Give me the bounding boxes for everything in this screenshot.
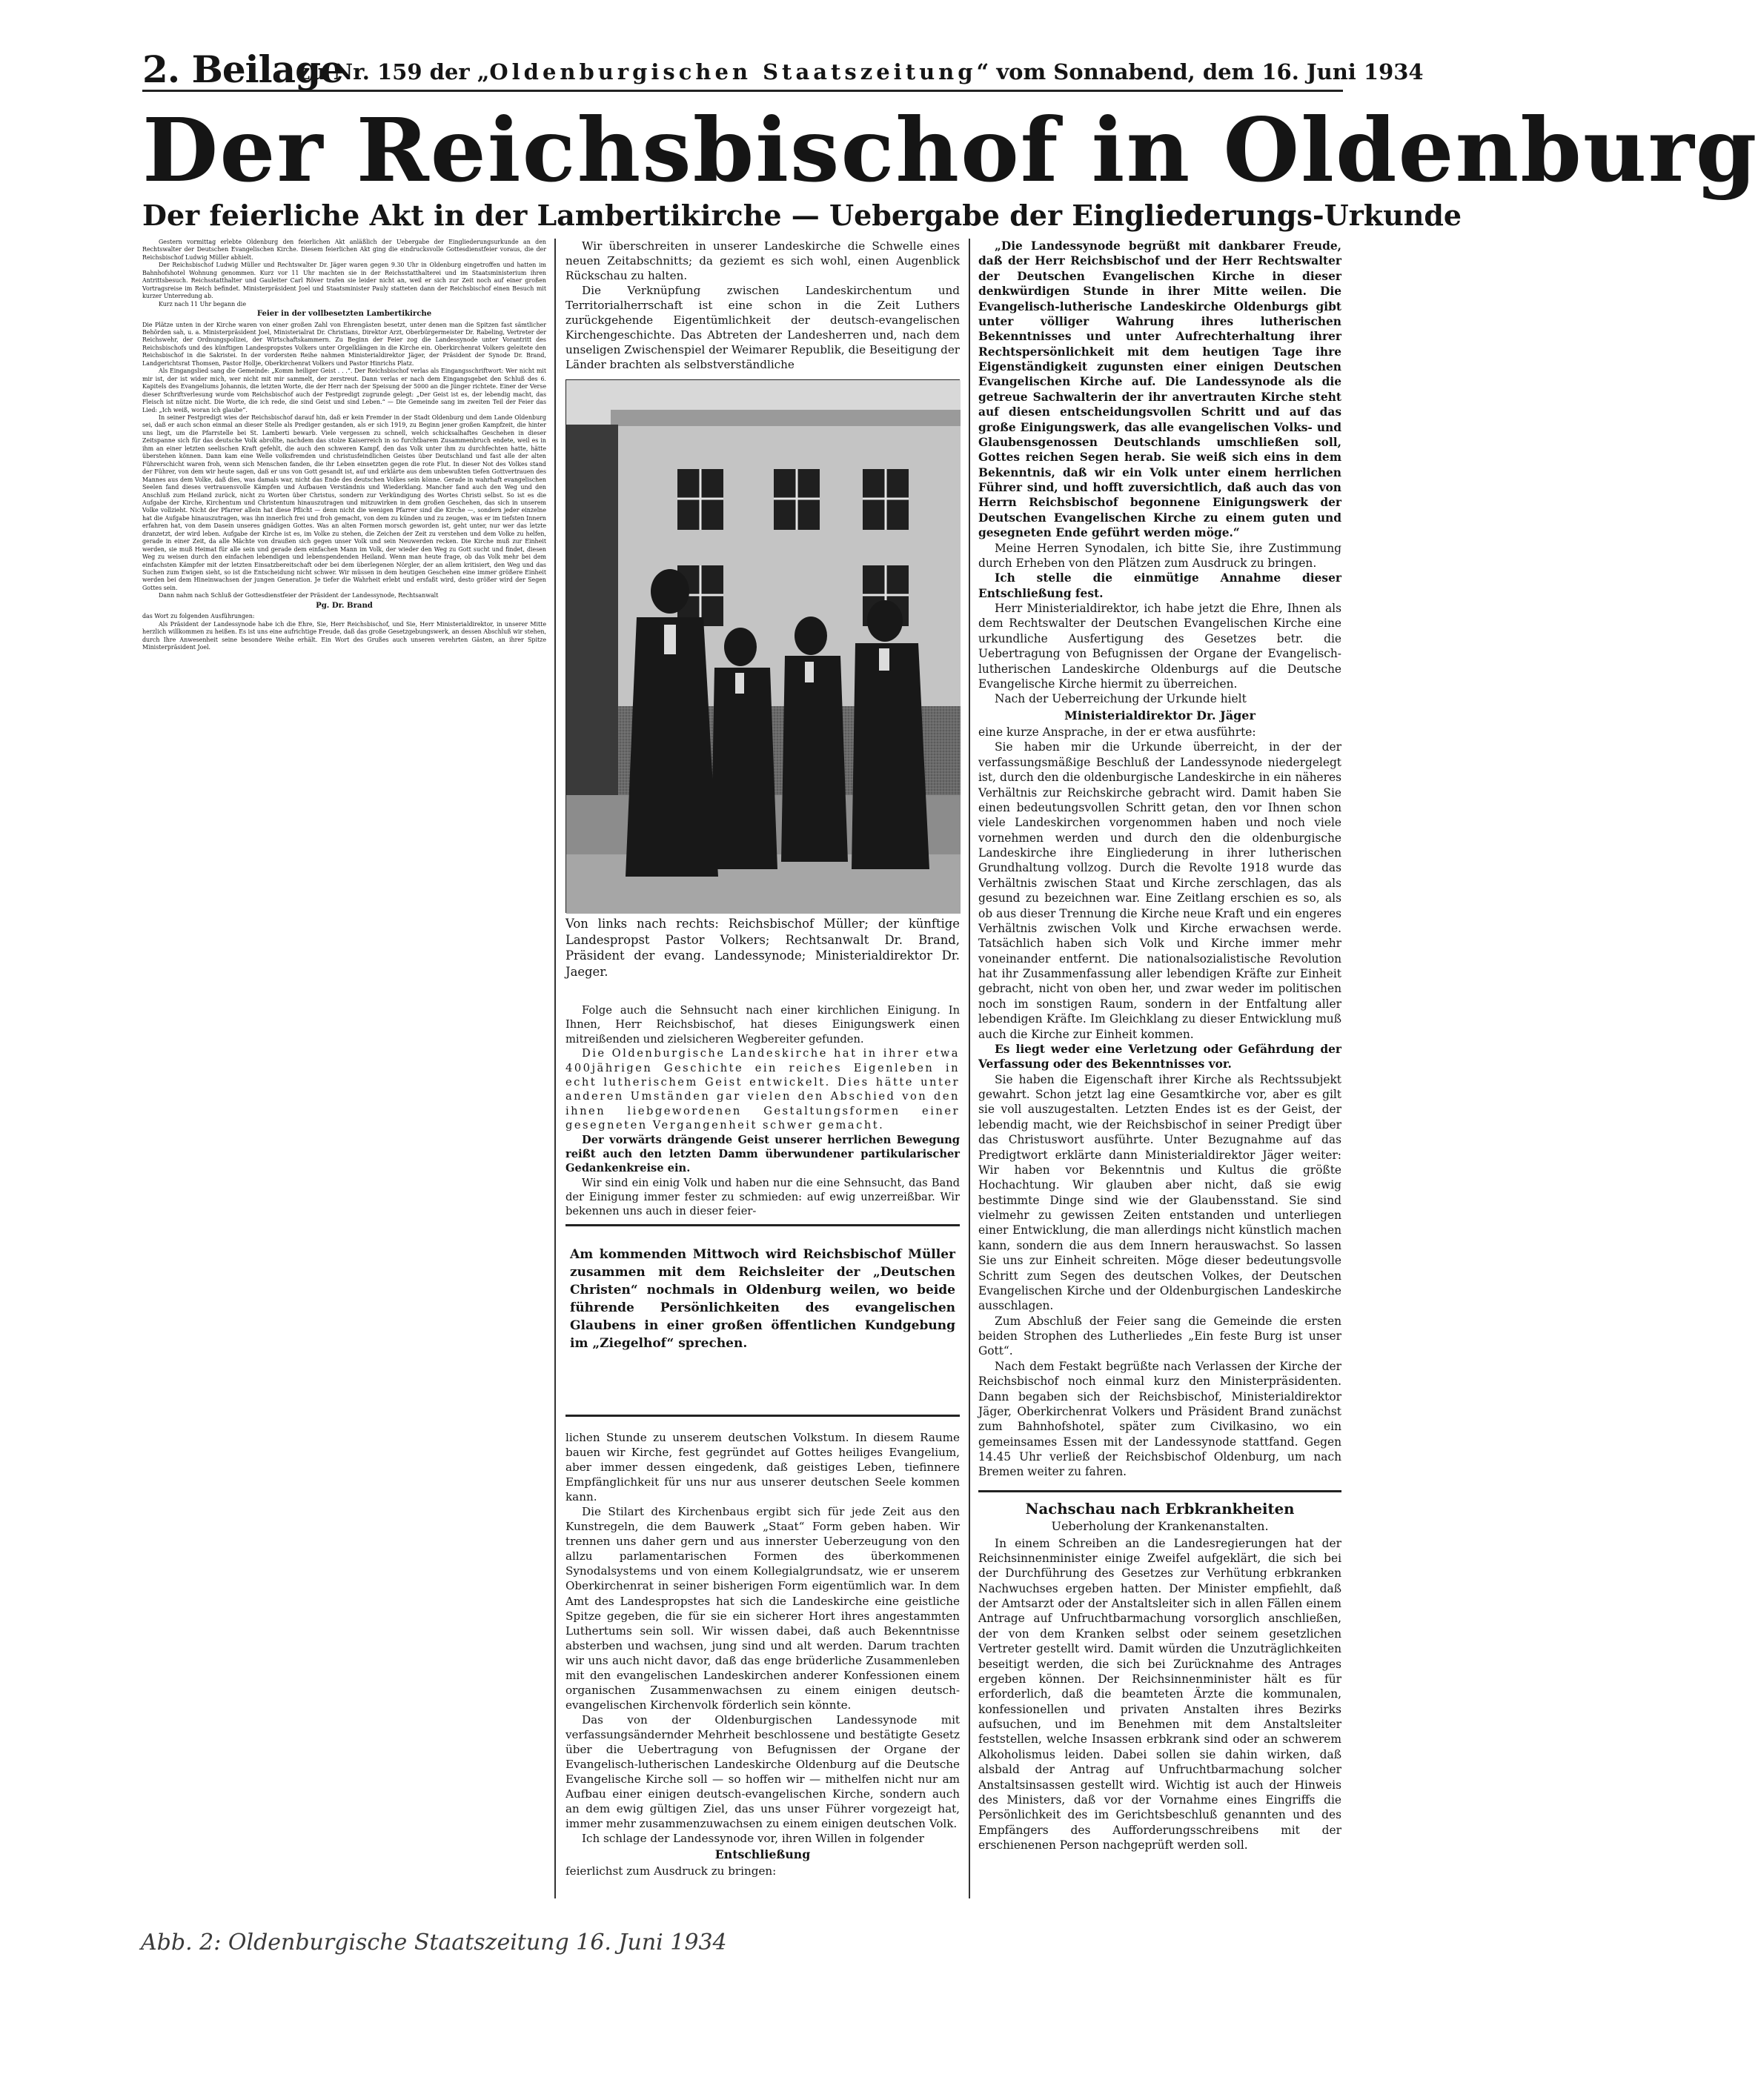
paragraph: Gestern vormittag erlebte Oldenburg den feierlichen Akt anläßlich der Uebergabe der Eingliederungsurkunde an den Rechtswalter der Deutschen Evangelischen Kirche. Diesem feierlichen Akt ging die eindrucksvolle Gottesdienstfeier voraus, die der Reichsbischof Ludwig Müller abhielt. [142, 239, 546, 261]
supplement-number: 2. Beilage [142, 47, 343, 91]
article-heading: Nachschau nach Erbkrankheiten [1025, 1499, 1295, 1518]
newspaper-name: Oldenburgischen Staatszeitung [489, 59, 977, 84]
section-heading: Feier in der vollbesetzten Lambertikirche [256, 310, 432, 319]
paragraph: das Wort zu folgenden Ausführungen: [142, 613, 255, 620]
article-column-2-middle [565, 1003, 960, 1219]
figure-caption: Abb. 2: Oldenburgische Staatszeitung 16. Juni 1934 [141, 1930, 727, 1956]
paragraph: Folge auch die Sehnsucht nach einer kirchlichen Einigung. In Ihnen, Herr Reichsbischof, hat dieses Einigungswerk einen mitreißenden und zielsicheren Wegbereiter gefunden. [565, 1004, 960, 1046]
paragraph: Die Plätze unten in der Kirche waren von einer großen Zahl von Ehrengästen besetzt, unter denen man die Spitzen fast sämtlicher Behörden sah, u. a. Ministerpräsident Joel, Ministerialrat Dr. Christians, Direktor Arzt, Oberbürgermeister Dr. Rabeling, Vertreter der Reichswehr, der Ordnungspolizei, der Wirtschaftskammern. Zu Beginn der Feier zog die Landessynode unter Vorantritt des Reichsbischofs und des künftigen Landespropstes Volkers unter Orgelklängen in die Kirche ein. Oberkirchenrat Volkers geleitete den Reichsbischof in die Sakristei. In der vordersten Reihe nahmen Ministerialdirektor Jäger, der Präsident der Synode Dr. Brand, Landgerichtsrat Thomsen, Pastor Hollje, Oberkirchenrat Volkers und Pastor Hinrichs Platz. [142, 321, 546, 367]
paragraph: Es liegt weder eine Verletzung oder Gefährdung der Verfassung oder des Bekenntnisses vor. [978, 1042, 1341, 1071]
headline: Der Reichsbischof in Oldenburg [142, 99, 1758, 202]
paragraph: Zum Abschluß der Feier sang die Gemeinde die ersten beiden Strophen des Lutherliedes „Ein feste Burg ist unser Gott“. [978, 1314, 1341, 1358]
paragraph: Als Präsident der Landessynode habe ich die Ehre, Sie, Herr Reichsbischof, und Sie, Herr Ministerialdirektor, in unserer Mitte herzlich willkommen zu heißen. Es ist uns eine aufrichtige Freude, daß das große Gesetzgebungswerk, an dessen Abschluß wir stehen, durch Ihre Anwesenheit seine besondere Weihe erhält. Ein Wort des Grußes auch unseren verehrten Gästen, an ihrer Spitze Ministerpräsident Joel. [142, 620, 546, 651]
paragraph: Sie haben mir die Urkunde überreicht, in der der verfassungsmäßige Beschluß der Landessynode niedergelegt ist, durch den die oldenburgische Landeskirche in ein näheres Verhältnis zur Reichskirche gebracht wird. Damit haben Sie einen bedeutungsvollen Schritt getan, den vor Ihnen schon viele Landeskirchen vorgenommen haben und noch viele vornehmen werden und durch den die oldenburgische Landeskirche ihre Eingliederung in ihrer lutherischen Grundhaltung vollzog. Durch die Revolte 1918 wurde das Verhältnis zwischen Staat und Kirche zerschlagen, das als gesund zu bezeichnen war. Eine Zeitlang erschien es so, als ob aus dieser Trennung die Kirche neue Kraft und ein engeres Verhältnis zwischen Volk und Kirche erwachsen werde. Tatsächlich haben sich Volk und Kirche immer mehr voneinander entfernt. Die nationalsozialistische Revolution hat ihr Zusammenfassung aller lebendigen Kräfte zur Einheit gebracht, nicht von oben her, und zwar weder im politischen noch im sonstigen Raum, sondern in der Entfaltung aller lebendigen Kräfte. Im Gleichklang zu dieser Entwicklung muß auch die Kirche zur Einheit kommen. [978, 740, 1341, 1041]
paragraph: In seiner Festpredigt wies der Reichsbischof darauf hin, daß er kein Fremder in der Stadt Oldenburg und dem Lande Oldenburg sei, daß er auch schon einmal an dieser Stelle als Prediger gestanden, als er sich 1919, zu Beginn jener großen Kampfzeit, die hinter uns liegt, um die Pfarrstelle bei St. Lamberti bewarb. Viele vergessen zu schnell, welch schicksalhaftes Geschehen in dieser Zeitspanne sich für das deutsche Volk abrollte, nachdem das stolze Kaiserreich in so furchtbarem Zusammenbruch endete, weil es in ihm an einer letzten seelischen Kraft gefehlt, die auch den schweren Kampf, den das Volk unter ihm zu durchfechten hatte, hätte überstehen können. Dann kam eine Welle volksfremden und christusfeindlichen Geistes über Deutschland und fast alle der alten Führerschicht waren froh, wenn sich Menschen fanden, die ihr Leben einsetzten gegen die rote Flut. In dieser Not des Volkes stand der Führer, von dem wir heute sagen, daß er uns von Gott gesandt ist, auf und erklärte aus dem unbewußten tiefen Gottvertrauen des Mannes aus dem Volke, daß dies, was damals war, nicht das Ende des deutschen Volkes sein könne. Gerade in wahrhaft evangelischen Seelen fand dieses vertrauensvolle Kämpfen und Aufbauen Verständnis und Wiederklang. Mancher fand auch den Weg und den Anschluß zum Heiland zurück, nicht zu Worten über Christus, sondern zur Verkündigung des Wortes Christi selbst. So ist es die Aufgabe der Kirche, Kirchentum und Christentum hinauszutragen und mitzuwirken in dem großen Geschehen, das sich in unserem Volke vollzieht. Nicht der Pfarrer allein hat diese Pflicht — denn nicht die wenigen Pfarrer sind die Kirche —, sondern jeder einzelne hat die Aufgabe hinauszutragen, was ihn innerlich frei und froh gemacht, von dem zu künden und zu zeugen, was er im tiefsten Innern erfahren hat, von dem Dasein unseres gnädigen Gottes. Was an alten Formen morsch geworden ist, geht unter, nur wer das letzte dranzetzt, der wird leben. Aufgabe der Kirche ist es, im Volke zu stehen, die Zeichen der Zeit zu verstehen und dem Volke zu helfen, gerade in einer Zeit, da alle Mächte von draußen sich gegen unser Volk und sein Neuwerden recken. Die Kirche muß zur Einheit werden, sie muß Heimat für alle sein und gerade dem einfachen Mann im Volk, der wieder den Weg zu Gott sucht und findet, diesen Weg zu weisen durch den einfachen lebendigen und lebenspendenden Heiland. Wenn man heute frage, ob das Volk mehr bei dem einfachsten Kämpfer mit der letzten Einsatzbereitschaft oder bei dem überlegenen Nörgler, der an allem kritisiert, den Weg und das Suchen zum Ewigen sieht, so ist die Entscheidung nicht schwer. Wir müssen in dem heutigen Geschehen eine immer größere Einheit werden bei dem Hineinwachsen der jungen Generation. Je tiefer die Wahrheit erlebt und ersfaßt wird, desto größer wird der Segen Gottes sein. [142, 413, 546, 591]
article-column-2-top [565, 239, 960, 372]
article-column-1 [142, 239, 546, 1898]
paragraph: Das von der Oldenburgischen Landessynode mit verfassungsändernder Mehrheit beschlossene und bestätigte Gesetz über die Uebertragung von Befugnissen der Organe der Evangelisch-lutherischen Landeskirche Oldenburg auf die Deutsche Evangelische Kirche soll — so hoffen wir — mithelfen nicht nur am Aufbau einer einigen deutsch-evangelischen Kirche, sondern auch an dem ewig gültigen Ziel, das uns unser Führer vorgezeigt hat, immer mehr zusammenzuwachsen zu einem einigen deutschen Volk. [565, 1712, 960, 1831]
group-photograph [565, 379, 960, 913]
photo-caption: Von links nach rechts: Reichsbischof Müller; der künftige Landespropst Pastor Volkers; Rechtsanwalt Dr. Brand, Präsident der evang. Landessynode; Ministerialdirektor Dr. Jaeger. [565, 917, 960, 980]
resolution-heading: Entschließung [714, 1847, 811, 1862]
paragraph: Herr Ministerialdirektor, ich habe jetzt die Ehre, Ihnen als dem Rechtswalter der Deutschen Evangelischen Kirche eine urkundliche Ausfertigung des Gesetzes betr. die Uebertragung von Befugnissen der Organe der Evangelisch-lutherischen Landeskirche Oldenburgs auf die Deutsche Evangelische Kirche hiermit zu überreichen. [978, 602, 1341, 691]
paragraph: feierlichst zum Ausdruck zu bringen: [565, 1864, 777, 1878]
column-rule [969, 239, 970, 1898]
announcement-box: Am kommenden Mittwoch wird Reichsbischof Müller zusammen mit dem Reichsleiter der „Deutschen Christen“ nochmals in Oldenburg weilen, wo beide führende Persönlichkeiten des evangelischen Glaubens in einer großen öffentlichen Kundgebung im „Ziegelhof“ sprechen. [565, 1224, 960, 1417]
speaker-heading: Pg. Dr. Brand [316, 601, 373, 610]
paragraph: Kurz nach 11 Uhr begann die [159, 300, 246, 308]
subheadline: Der feierliche Akt in der Lambertikirche — Uebergabe der Eingliederungs-Urkunde [142, 199, 1462, 232]
article-column-2-bottom [565, 1430, 960, 1878]
paragraph: Die Oldenburgische Landeskirche hat in ihrer etwa 400jährigen Geschichte ein reiches Eigenleben in echt lutherischem Geist entwickelt. Dies hätte unter anderen Umständen gar vielen den Abschied von den ihnen liebgewordenen Gestaltungsformen einer gesegneten Vergangenheit schwer gemacht. [565, 1047, 960, 1132]
supplement-reference [298, 59, 1424, 84]
photograph-image [566, 380, 961, 914]
paragraph: Sie haben die Eigenschaft ihrer Kirche als Rechtssubjekt gewahrt. Schon jetzt lag eine Gesamtkirche vor, aber es gilt sie voll auszugestalten. Letzten Endes ist es der Geist, der lebendig macht, wie der Reichsbischof in seiner Predigt über das Christuswort ausführte. Unter Bezugnahme auf das Predigtwort erklärte dann Ministerialdirektor Jäger weiter: Wir haben vor Bekenntnis und Kultus die größte Hochachtung. Wir glauben aber nicht, daß sie ewig bestimmte Dinge sind wie der Glaubensstand. Sie sind vielmehr zu gewissen Zeiten entstanden und unterliegen einer Entwicklung, die man allerdings nicht künstlich machen kann, sondern die aus dem Innern herauswachst. So lassen Sie uns zur Einheit schreiten. Möge dieser bedeutungsvolle Schritt zum Segen des deutschen Volkes, der Deutschen Evangelischen Kirche und der Oldenburgischen Landeskirche ausschlagen. [978, 1072, 1341, 1313]
paragraph: Wir überschreiten in unserer Landeskirche die Schwelle eines neuen Zeitabschnitts; da geziemt es sich wohl, einen Augenblick Rückschau zu halten. [565, 239, 960, 283]
paragraph: Ich schlage der Landessynode vor, ihren Willen in folgender [582, 1832, 924, 1846]
speaker-heading: Ministerialdirektor Dr. Jäger [1064, 708, 1256, 722]
article-subheading: Ueberholung der Krankenanstalten. [1051, 1519, 1269, 1534]
paragraph: eine kurze Ansprache, in der er etwa ausführte: [978, 725, 1256, 739]
paragraph: Ich stelle die einmütige Annahme dieser Entschließung fest. [978, 571, 1341, 600]
paragraph: Dann nahm nach Schluß der Gottesdienstfeier der Präsident der Landessynode, Rechtsanwalt [159, 592, 439, 599]
paragraph: Als Eingangslied sang die Gemeinde: „Komm heiliger Geist . . .“. Der Reichsbischof verlas als Eingangsschriftwort: Wer nicht mit mir ist, der ist wider mich, wer nicht mit mir sammelt, der zerstreut. Dann verlas er nach dem Eingangsgebet den Schluß des 6. Kapitels des Evangeliums Johannis, die letzten Worte, die der Herr nach der Speisung der 5000 an die Jünger richtete. Einer der Verse dieser Schriftverlesung wurde vom Reichsbischof auch der Festpredigt zugrunde gelegt: „Der Geist ist es, der lebendig macht, das Fleisch ist nütze nicht. Die Worte, die ich rede, die sind Geist und sind Leben.“ — Die Gemeinde sang im zweiten Teil der Feier das Lied: „Ich weiß, woran ich glaube“. [142, 368, 546, 413]
article-column-3 [978, 239, 1341, 1853]
paragraph: Die Verknüpfung zwischen Landeskirchentum und Territorialherrschaft ist eine schon in die Zeit Luthers zurückgehende Eigentümlichkeit der deutsch-evangelischen Kirchengeschichte. Das Abtreten der Landesherren und, nach dem unseligen Zwischenspiel der Weimarer Republik, die Beseitigung der Länder brachten als selbstverständliche [565, 284, 961, 372]
paragraph: Meine Herren Synodalen, ich bitte Sie, ihre Zustimmung durch Erheben von den Plätzen zum Ausdruck zu bringen. [978, 541, 1341, 570]
supplement-line [142, 47, 1424, 92]
paragraph: Nach der Ueberreichung der Urkunde hielt [995, 692, 1247, 706]
paragraph: Wir sind ein einig Volk und haben nur die eine Sehnsucht, das Band der Einigung immer fester zu schmieden: auf ewig unzerreißbar. Wir bekennen uns auch in dieser feier- [565, 1176, 960, 1218]
paragraph: lichen Stunde zu unserem deutschen Volkstum. In diesem Raume bauen wir Kirche, fest gegründet auf Gottes heiliges Evangelium, aber immer dessen eingedenk, daß geistiges Leben, tiefinnere Empfänglichkeit für uns nur aus unserer deutschen Seele kommen kann. [565, 1431, 960, 1504]
paragraph: Nach dem Festakt begrüßte nach Verlassen der Kirche der Reichsbischof noch einmal kurz den Ministerpräsidenten. Dann begaben sich der Reichsbischof, Ministerialdirektor Jäger, Oberkirchenrat Volkers und Präsident Brand zunächst zum Bahnhofshotel, später zum Civilkasino, wo ein gemeinsames Essen mit der Landessynode stattfand. Gegen 14.45 Uhr verließ der Reichsbischof Oldenburg, um nach Bremen weiter zu fahren. [978, 1359, 1341, 1479]
section-divider [978, 1490, 1341, 1492]
paragraph: In einem Schreiben an die Landesregierungen hat der Reichsinnenminister einige Zweifel aufgeklärt, die sich bei der Durchführung des Gesetzes zur Verhütung erbkranken Nachwuchses ergeben hatten. Der Minister empfiehlt, daß der Amtsarzt oder der Anstaltsleiter sich in allen Fällen einem Antrage auf Unfruchtbarmachung vorsorglich anschließen, der von dem Kranken selbst oder seinem gesetzlichen Vertreter gestellt wird. Damit würden die Unzuträglichkeiten beseitigt werden, die sich bei Zurücknahme des Antrages ergeben können. Der Reichsinnenminister hält es für erforderlich, daß die beamteten Ärzte die kommunalen, konfessionellen und privaten Anstalten ihres Bezirks aufsuchen, und im Benehmen mit dem Anstaltsleiter feststellen, welche Insassen erbkrank sind oder an schwerem Alkoholismus leiden. Dabei sollen sie dahin wirken, daß alsbald der Antrag auf Unfruchtbarmachung solcher Anstaltsinsassen gestellt wird. Wichtig ist auch der Hinweis des Ministers, daß vor der Vornahme eines Eingriffs die Persönlichkeit des im Gerichtsbeschluß genannten und des Empfängers des Aufforderungsschreibens mit der erschienenen Person nachgeprüft werden soll. [978, 1536, 1341, 1852]
paragraph: Der Reichsbischof Ludwig Müller und Rechtswalter Dr. Jäger waren gegen 9.30 Uhr in Oldenburg eingetroffen und hatten im Bahnhofshotel Wohnung genommen. Kurz vor 11 Uhr machten sie in der Reichsstatthalterei und im Staatsministerium ihren Antrittsbesuch. Reichsstatthalter und Gauleiter Carl Röver trafen sie leider nicht an, weil er sich zur Zeit noch auf einer großen Vortragsreise im Reich befindet. Ministerpräsident Joel und Staatsminister Pauly statteten dann der Reichsbischof einen Besuch mit kurzer Unterredung ab. [142, 262, 546, 300]
paragraph: Die Stilart des Kirchenbaus ergibt sich für jede Zeit aus den Kunstregeln, die dem Bauwerk „Staat“ Form geben haben. Wir trennen uns daher gern und aus innerster Ueberzeugung von den allzu parlamentarischen Formen des überkommenen Synodalsystems und von einem Kollegialgrundsatz, wie er unserem Oberkirchenrat in seiner bisherigen Form eigentümlich war. In dem Amt des Landespropstes hat sich die Landeskirche eine geistliche Spitze gegeben, die für sie ein sicherer Hort ihres angestammten Luthertums sein soll. Wir wissen dabei, daß auch Bekenntnisse absterben und wachsen, jung sind und alt werden. Darum trachten wir uns auch nicht davor, daß das enge brüderliche Zusammenleben mit den evangelischen Landeskirchen anderer Konfessionen einem organischen Zusammenwachsen zu einem einigen deutsch-evangelischen Kirchenvolk förderlich sein könnte. [565, 1505, 960, 1712]
resolution-text: „Die Landessynode begrüßt mit dankbarer Freude, daß der Herr Reichsbischof und der Herr Rechtswalter der Deutschen Evangelischen Kirche in dieser denkwürdigen Stunde in ihrer Mitte weilen. Die Evangelisch-lutherische Landeskirche Oldenburgs gibt unter völliger Wahrung ihres lutherischen Bekenntnisses und unter Aufrechterhaltung ihrer Rechtspersönlichkeit mit dem heutigen Tage ihre Eigenständigkeit zugunsten einer einigen Deutschen Evangelischen Kirche auf. Die Landessynode als die getreue Sachwalterin der ihr anvertrauten Kirche steht auf diesen entscheidungsvollen Schritt und auf das große Einigungswerk, das alle evangelischen Volks- und Glaubensgenossen Deutschlands umschließen soll, Gottes reichen Segen herab. Sie weiß sich eins in dem Bekenntnis, daß wir ein Volk unter einem herrlichen Führer sind, und hofft zuversichtlich, daß auch das von Herrn Reichsbischof begonnene Einigungswerk der Deutschen Evangelischen Kirche zu einem guten und gesegneten Ende geführt werden möge.“ [978, 239, 1341, 540]
issue-reference: zu Nr. 159 der „ [298, 59, 490, 84]
column-rule [554, 239, 556, 1898]
issue-date: “ vom Sonnabend, dem 16. Juni 1934 [976, 59, 1424, 84]
paragraph: Der vorwärts drängende Geist unserer herrlichen Bewegung reißt auch den letzten Damm überwundener partikularischer Gedankenkreise ein. [565, 1133, 960, 1175]
